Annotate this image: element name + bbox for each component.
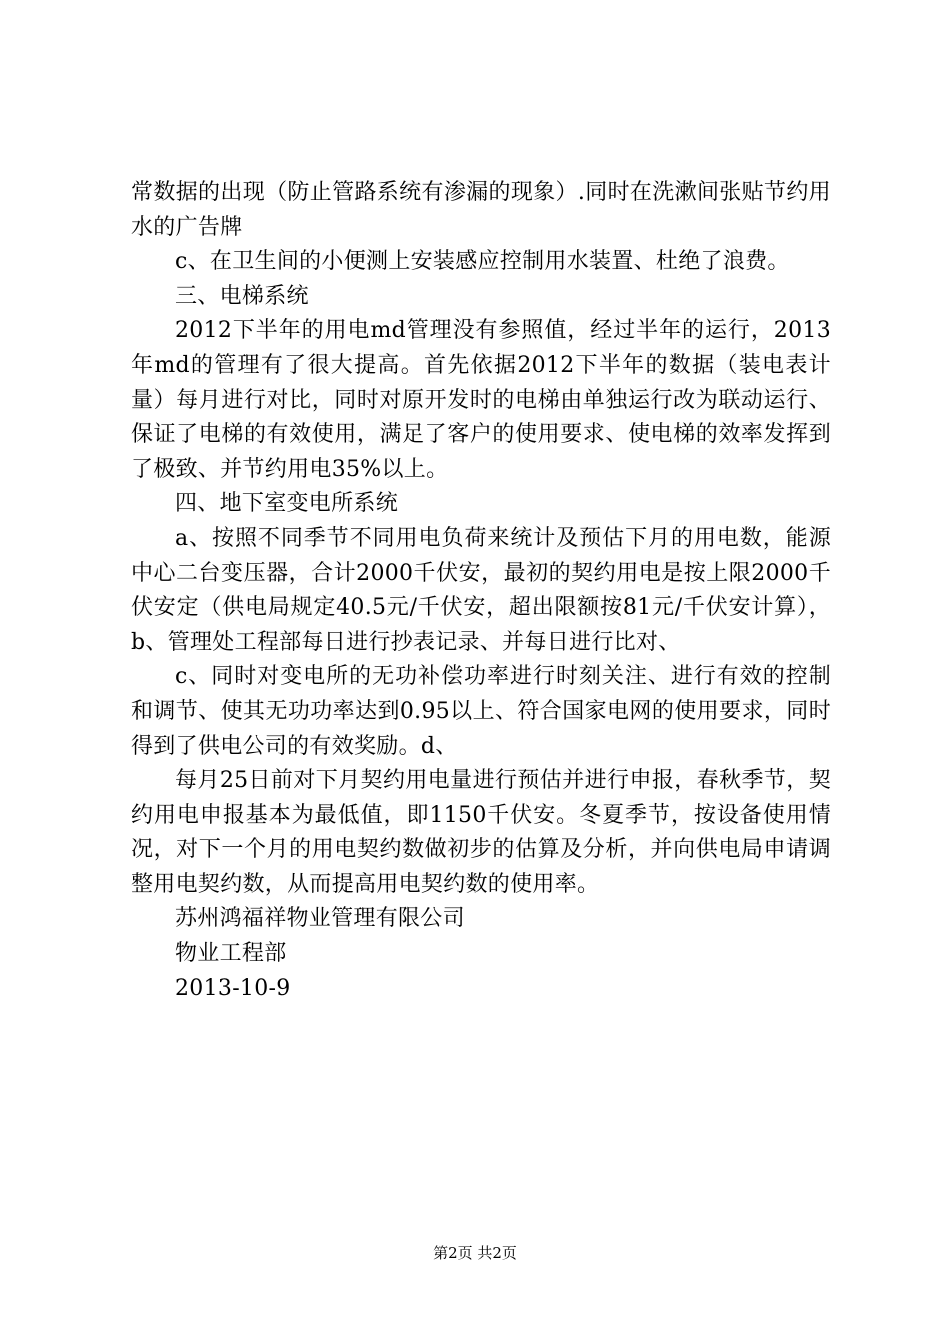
paragraph-urinal-sensor: c、在卫生间的小便测上安装感应控制用水装置、杜绝了浪费。 bbox=[175, 249, 790, 275]
paragraph-substation-a: a、按照不同季节不同用电负荷来统计及预估下月的用电数，能源中心二台变压器，合计2000千伏安，最初的契约用电是按上限2000千伏安定（供电局规定40.5元/千伏安，超出限额按81元/千伏安计算），b、管理处工程部每日进行抄表记录、并每日进行比对、 bbox=[131, 525, 831, 655]
signature-date: 2013-10-9 bbox=[175, 975, 291, 1001]
paragraph-elevator: 2012下半年的用电md管理没有参照值，经过半年的运行，2013年md的管理有了很大提高。首先依据2012下半年的数据（装电表计量）每月进行对比，同时对原开发时的电梯由单独运行改为联动运行、保证了电梯的有效使用，满足了客户的使用要求、使电梯的效率发挥到了极致、并节约用电35%以上。 bbox=[131, 318, 831, 482]
paragraph-substation-c: c、同时对变电所的无功补偿功率进行时刻关注、进行有效的控制和调节、使其无功功率达到0.95以上、符合国家电网的使用要求，同时得到了供电公司的有效奖励。d、 bbox=[131, 664, 831, 759]
document-body bbox=[131, 176, 831, 1006]
page-number-label: 第2页 共2页 bbox=[433, 1244, 517, 1262]
section-heading-elevator: 三、电梯系统 bbox=[175, 283, 309, 309]
signature-department: 物业工程部 bbox=[175, 941, 287, 967]
page-footer bbox=[0, 1243, 950, 1263]
section-heading-substation: 四、地下室变电所系统 bbox=[175, 491, 399, 517]
signature-company: 苏州鸿福祥物业管理有限公司 bbox=[175, 906, 465, 932]
paragraph-water-continued: 常数据的出现（防止管路系统有渗漏的现象）.同时在洗漱间张贴节约用水的广告牌 bbox=[131, 180, 831, 240]
paragraph-substation-d: 每月25日前对下月契约用电量进行预估并进行申报，春秋季节，契约用电申报基本为最低值，即1150千伏安。冬夏季节，按设备使用情况，对下一个月的用电契约数做初步的估算及分析，并向供电局申请调整用电契约数，从而提高用电契约数的使用率。 bbox=[131, 768, 831, 897]
